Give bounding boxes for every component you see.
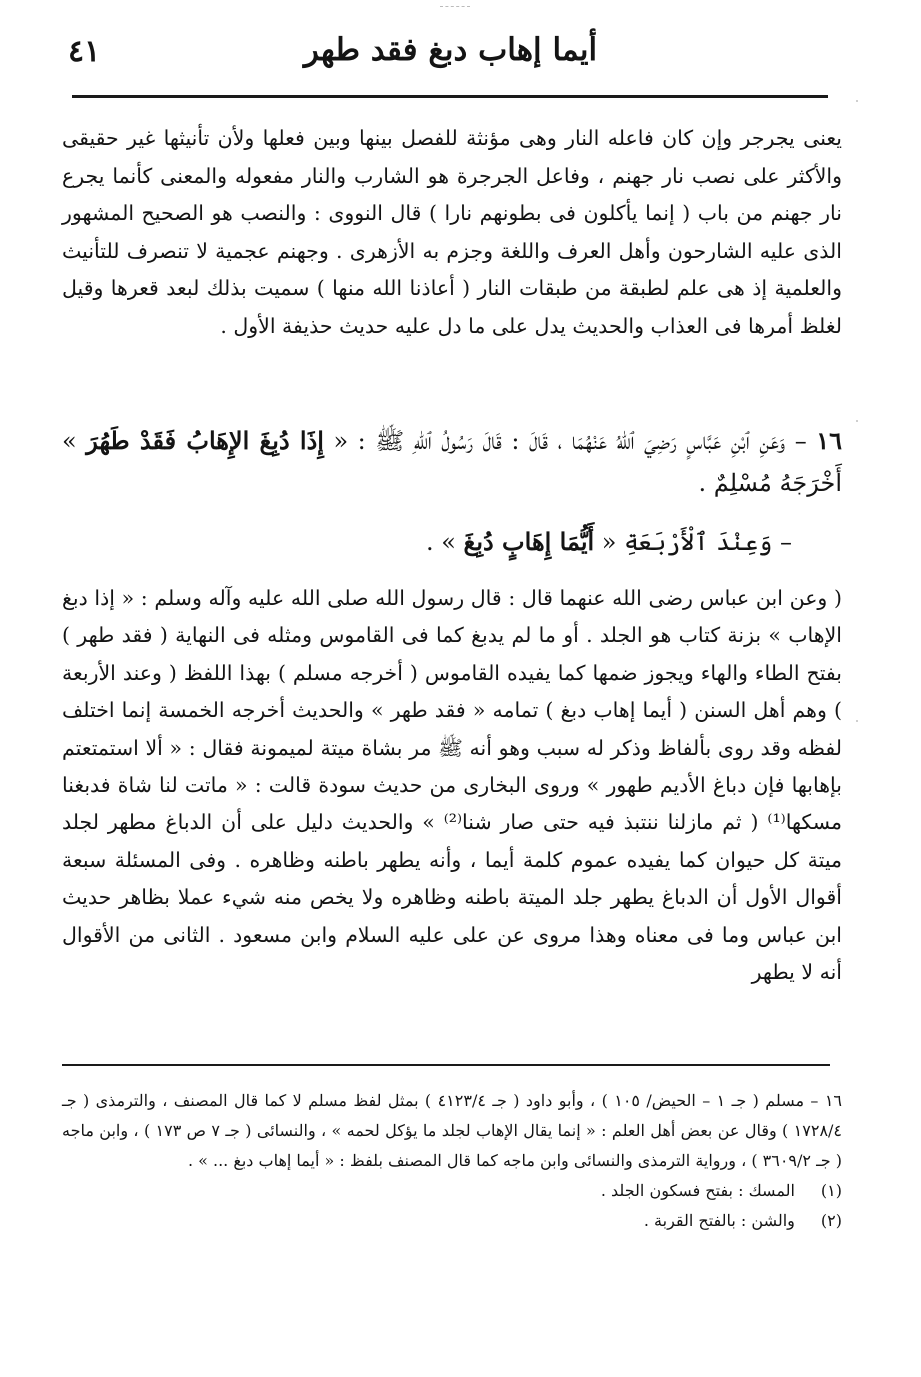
hadith-quote: إِذَا دُبِغَ الإِهَابُ فَقَدْ طَهُرَ: [86, 426, 324, 455]
hadith-variant-intro: – وَعِنْدَ ٱلْأَرْبَعَةِ «: [594, 528, 792, 556]
footnote-item: [62, 1176, 842, 1206]
page-number: ٤١: [68, 34, 101, 69]
scan-dot: [856, 420, 858, 422]
hadith-intro: – وَعَنِ ٱبْنِ عَبَّاسٍ رَضِيَ ٱللهُ عَنْهُمَا ، قَالَ : قَالَ رَسُولُ ٱللهِ ﷺ : «: [323, 427, 817, 455]
hadith-block: [62, 420, 842, 504]
commentary-paragraph: ( وعن ابن عباس رضى الله عنهما قال : قال رسول الله صلى الله عليه وآله وسلم : « إذا دبغ الإهاب » بزنة كتاب هو الجلد . أو ما لم يدبغ كما فى القاموس ومثله فى النهاية ( فقد طهر ) بفتح الطاء والهاء ويجوز ضمها كما يفيده القاموس ( أخرجه مسلم ) بهذا اللفظ ( وعند الأربعة ) وهم أهل السنن ( أيما إهاب دبغ ) تمامه « فقد طهر » والحديث أخرجه الخمسة إنما اختلف لفظه وقد روى بألفاظ وذكر له سبب وهو أنه ﷺ مر بشاة ميتة لميمونة فقال : « ألا استمتعتم بإهابها فإن دباغ الأديم طهور » وروى البخارى من حديث سودة قالت : « ماتت لنا شاة فدبغنا مسكها⁽¹⁾ ( ثم مازلنا ننتبذ فيه حتى صار شنا⁽²⁾ » والحديث دليل على أن الدباغ مطهر لجلد ميتة كل حيوان كما يفيده عموم كلمة أيما ، وأنه يطهر باطنه وظاهره . وفى المسئلة سبعة أقوال الأول أن الدباغ يطهر جلد الميتة باطنه وظاهره ولا يخص منه شيء عملا بظاهر حديث ابن عباس وما فى معناه وهذا مروى عن على عليه السلام وابن مسعود . الثانى من الأقوال أنه لا يطهر: [62, 586, 843, 985]
footnote-divider: [62, 1064, 830, 1066]
hadith-text: [62, 420, 842, 504]
hadith-variant-quote: أَيُّمَا إِهَابٍ دُبِغَ: [463, 527, 595, 556]
footnote-mark: (١): [820, 1181, 842, 1200]
scan-dot: [856, 100, 858, 102]
footnote-mark: (٢): [820, 1211, 842, 1230]
footnote-item: [62, 1206, 842, 1236]
body-text: [62, 120, 842, 345]
hadith-variant-outro: » .: [425, 528, 464, 556]
running-title: أيما إهاب دبغ فقد طهر: [303, 32, 598, 68]
page-header: [68, 28, 833, 88]
footnote-text: المسك : بفتح فسكون الجلد .: [600, 1181, 795, 1200]
footnote-text: والشن : بالفتح القربة .: [643, 1211, 795, 1230]
hadith-variant: [62, 522, 792, 562]
hadith-number: ١٦: [816, 426, 843, 455]
hadith-outro: » أَخْرَجَهُ مُسْلِمٌ .: [62, 427, 842, 497]
footnote-source: ١٦ – مسلم ( جـ ١ – الحيض/ ١٠٥ ) ، وأبو داود ( جـ ٤١٢٣/٤ ) بمثل لفظ مسلم لا كما قال المصنف ، والترمذى ( جـ ١٧٢٨/٤ ) وقال عن بعض أهل العلم : « إنما يقال الإهاب لجلد ما يؤكل لحمه » ، والنسائى ( جـ ٧ ص ١٧٣ ) ، وابن ماجه ( جـ ٣٦٠٩/٢ ) ، ورواية الترمذى والنسائى وابن ماجه كما قال المصنف بلفظ : « أيما إهاب دبغ ... » .: [62, 1091, 843, 1170]
footnotes: [62, 1086, 842, 1236]
header-divider: [72, 95, 828, 98]
scan-dot: [856, 720, 858, 722]
commentary: [62, 580, 842, 991]
scan-mark: [440, 6, 470, 8]
body-paragraph: يعنى يجرجر وإن كان فاعله النار وهى مؤنثة للفصل بينها وبين فعلها ولأن تأنيثها غير حقيقى والأكثر على نصب نار جهنم ، وفاعل الجرجرة هو الشارب والنار مفعوله والمعنى كأنما يجرع نار جهنم من باب ( إنما يأكلون فى بطونهم نارا ) قال النووى : والنصب هو الصحيح المشهور الذى عليه الشارحون وأهل العرف واللغة وجزم به الأزهرى . وجهنم عجمية لا تنصرف للتأنيث والعلمية إذ هى علم لطبقة من طبقات النار ( أعاذنا الله منها ) سميت بذلك لبعد قعرها وقيل لغلظ أمرها فى العذاب والحديث يدل على ما دل عليه حديث حذيفة الأول .: [62, 126, 842, 338]
